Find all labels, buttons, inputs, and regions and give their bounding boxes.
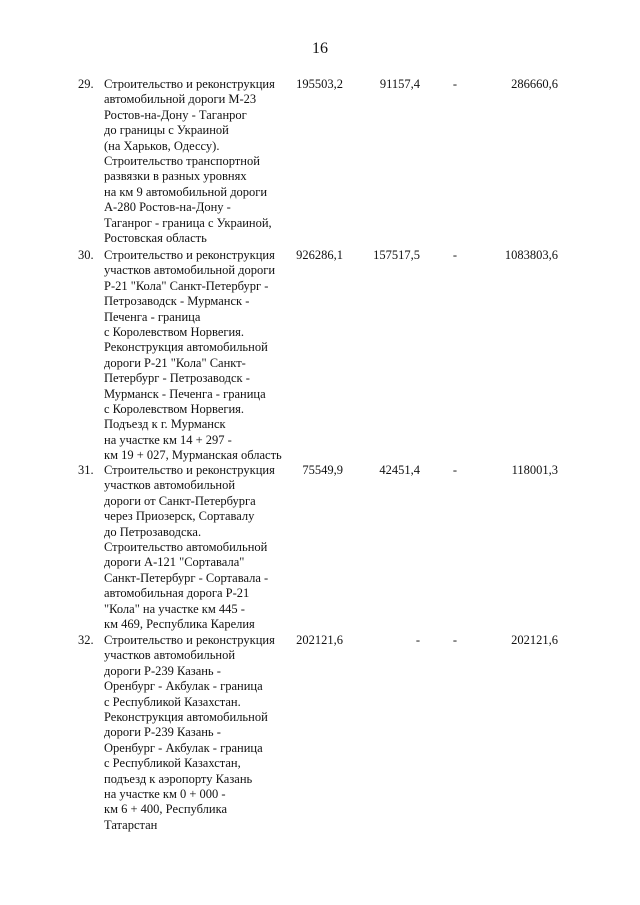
value-col-3: - — [452, 633, 458, 647]
value-col-4: 286660,6 — [511, 77, 558, 91]
page-number: 16 — [312, 40, 328, 57]
value-col-4: 1083803,6 — [504, 248, 558, 262]
value-col-3: - — [452, 248, 458, 262]
value-col-2: 157517,5 — [373, 248, 420, 262]
row-description: Строительство и реконструкция участков автомобильной дороги от Санкт-Петербурга через Приозерск, Сортавалу до Петрозаводска. Строительство автомобильной дороги А-121 "Сортавала" Санкт-Петербург - Сортавала - автомобильная дорога Р-21 "Кола" на участке км 445 - км 469, Республика Карелия — [104, 463, 275, 632]
value-col-2: 91157,4 — [379, 77, 420, 91]
value-col-4: 202121,6 — [511, 633, 558, 647]
value-col-1: 195503,2 — [296, 77, 343, 91]
row-number: 29. — [78, 77, 94, 91]
row-number: 30. — [78, 248, 94, 262]
row-number: 31. — [78, 463, 94, 477]
value-col-3: - — [452, 77, 458, 91]
row-number: 32. — [78, 633, 94, 647]
value-col-3: - — [452, 463, 458, 477]
value-col-1: 75549,9 — [302, 463, 343, 477]
row-description: Строительство и реконструкция участков автомобильной дороги Р-21 "Кола" Санкт-Петербург - Петрозаводск - Мурманск - Печенга - граница с Королевством Норвегия. Реконструкция автомобильной дороги Р-21 "Кола" Санкт- Петербург - Петрозаводск - Мурманск - Печенга - граница с Королевством Норвегия. Подъезд к г. Мурманск на участке км 14 + 297 - км 19 + 027, Мурманская область — [104, 248, 282, 463]
row-description: Строительство и реконструкция участков автомобильной дороги Р-239 Казань - Оренбург - Акбулак - граница с Республикой Казахстан. Реконструкция автомобильной дороги Р-239 Казань - Оренбург - Акбулак - граница с Республикой Казахстан, подъезд к аэропорту Казань на участке км 0 + 000 - км 6 + 400, Республика Татарстан — [104, 633, 275, 832]
row-description: Строительство и реконструкция автомобильной дороги М-23 Ростов-на-Дону - Таганрог до границы с Украиной (на Харьков, Одессу). Строительство транспортной развязки в разных уровнях на км 9 автомобильной дороги А-280 Ростов-на-Дону - Таганрог - граница с Украиной, Ростовская область — [104, 77, 275, 246]
value-col-2: - — [415, 633, 420, 647]
value-col-1: 926286,1 — [296, 248, 343, 262]
value-col-1: 202121,6 — [296, 633, 343, 647]
value-col-2: 42451,4 — [379, 463, 420, 477]
value-col-4: 118001,3 — [511, 463, 558, 477]
